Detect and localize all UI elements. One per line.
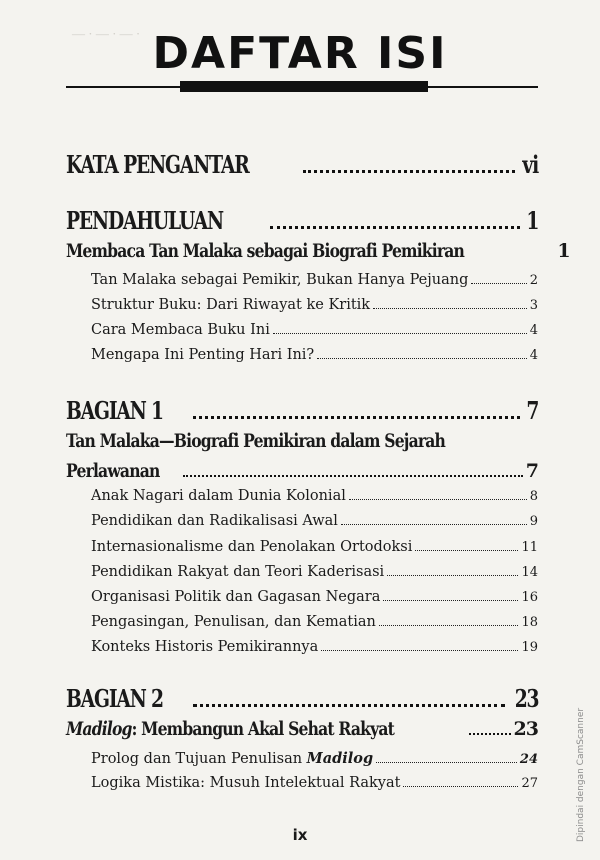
entry-label: Mengapa Ini Penting Hari Ini?: [91, 347, 315, 363]
toc-entry[interactable]: [91, 775, 538, 791]
entry-label: KATA PENGANTAR: [66, 150, 249, 179]
entry-label: Organisasi Politik dan Gagasan Negara: [91, 589, 381, 605]
leader-dots: [303, 170, 515, 173]
leader-dots: [193, 416, 520, 419]
leader-dots: [341, 524, 527, 525]
entry-page: 1: [557, 240, 570, 262]
entry-label: [91, 750, 373, 767]
entry-page: 18: [521, 615, 538, 630]
entry-page: 23: [513, 718, 538, 740]
toc-entry[interactable]: [91, 297, 538, 313]
toc-entry-bagian-2[interactable]: [66, 684, 538, 713]
page-number: ix: [292, 826, 308, 844]
entry-page: 24: [519, 752, 538, 767]
entry-page: 7: [526, 396, 538, 425]
entry-label: Cara Membaca Buku Ini: [91, 322, 270, 338]
toc-entry[interactable]: [91, 539, 538, 555]
leader-dots: [193, 704, 504, 707]
leader-dots: [387, 575, 518, 576]
entry-label: Internasionalisme dan Penolakan Ortodoksi: [91, 539, 413, 555]
toc-entry-tan-malaka-line1[interactable]: [66, 430, 528, 452]
leader-dots: [471, 283, 526, 284]
entry-page: 3: [529, 298, 538, 313]
entry-label: Tan Malaka sebagai Pemikir, Bukan Hanya Pejuang: [91, 272, 469, 288]
entry-label: Konteks Historis Pemikirannya: [91, 639, 319, 655]
entry-page: 7: [525, 460, 538, 482]
entry-label: PENDAHULUAN: [66, 206, 223, 235]
entry-page: 19: [521, 640, 538, 655]
title-rule-thick: [180, 81, 428, 92]
entry-label: Pendidikan Rakyat dan Teori Kaderisasi: [91, 564, 385, 580]
entry-page: 1: [526, 206, 538, 235]
leader-dots: [415, 550, 518, 551]
toc-entry[interactable]: [91, 639, 538, 655]
entry-label-text: Prolog dan Tujuan Penulisan: [91, 751, 307, 767]
toc-entry[interactable]: [91, 589, 538, 605]
entry-label-rest: : Membangun Akal Sehat Rakyat: [131, 718, 395, 740]
entry-label: Anak Nagari dalam Dunia Kolonial: [91, 488, 346, 504]
toc-entry-bagian-1[interactable]: [66, 396, 538, 425]
leader-dots: [403, 786, 518, 787]
entry-page: 2: [529, 273, 538, 288]
toc-entry[interactable]: [91, 488, 538, 504]
leader-dots: [317, 358, 527, 359]
leader-dots: [270, 226, 520, 229]
entry-label: BAGIAN 1: [66, 396, 163, 425]
entry-label: Pendidikan dan Radikalisasi Awal: [91, 513, 338, 529]
leader-dots: [273, 333, 527, 334]
entry-label: Struktur Buku: Dari Riwayat ke Kritik: [91, 297, 371, 313]
toc-entry-membaca-tan-malaka[interactable]: [66, 240, 570, 262]
entry-label: [66, 718, 394, 740]
entry-label: BAGIAN 2: [66, 684, 163, 713]
leader-dots: [469, 733, 511, 735]
entry-label: Tan Malaka—Biografi Pemikiran dalam Sejarah: [66, 430, 446, 452]
entry-label-italic: Madilog: [306, 750, 374, 767]
leader-dots: [373, 308, 527, 309]
entry-label: Pengasingan, Penulisan, dan Kematian: [91, 614, 376, 630]
entry-page: 23: [514, 684, 538, 713]
entry-page: 8: [529, 489, 538, 504]
leader-dots: [349, 499, 527, 500]
entry-page: 16: [521, 590, 538, 605]
toc-entry-madilog[interactable]: [66, 718, 538, 740]
entry-page: 4: [529, 348, 538, 363]
toc-entry-kata-pengantar[interactable]: [66, 150, 538, 179]
entry-page: vi: [522, 150, 538, 179]
leader-dots: [183, 475, 523, 477]
entry-label-italic: Madilog: [66, 718, 132, 740]
entry-label: Membaca Tan Malaka sebagai Biografi Pemikiran: [66, 240, 465, 262]
entry-page: 14: [521, 565, 538, 580]
toc-entry[interactable]: [91, 322, 538, 338]
leader-dots: [376, 762, 517, 763]
toc-entry[interactable]: [91, 347, 538, 363]
entry-page: 11: [521, 540, 538, 555]
entry-label: Perlawanan: [66, 460, 160, 482]
entry-page: 27: [521, 776, 538, 791]
entry-label: Logika Mistika: Musuh Intelektual Rakyat: [91, 775, 401, 791]
toc-entry[interactable]: [91, 564, 538, 580]
toc-entry[interactable]: [91, 614, 538, 630]
leader-dots: [383, 600, 518, 601]
toc-entry[interactable]: [91, 272, 538, 288]
scanner-watermark: Dipindai dengan CamScanner: [576, 707, 586, 842]
toc-entry-perlawanan[interactable]: [66, 460, 538, 482]
entry-page: 9: [529, 514, 538, 529]
page-title: DAFTAR ISI: [152, 28, 448, 79]
bleed-through-text: — · — · — ·: [72, 26, 141, 41]
leader-dots: [321, 650, 518, 651]
entry-page: 4: [529, 323, 538, 338]
toc-entry[interactable]: [91, 513, 538, 529]
leader-dots: [379, 625, 519, 626]
toc-entry-pendahuluan[interactable]: [66, 206, 538, 235]
toc-entry[interactable]: [91, 750, 538, 767]
